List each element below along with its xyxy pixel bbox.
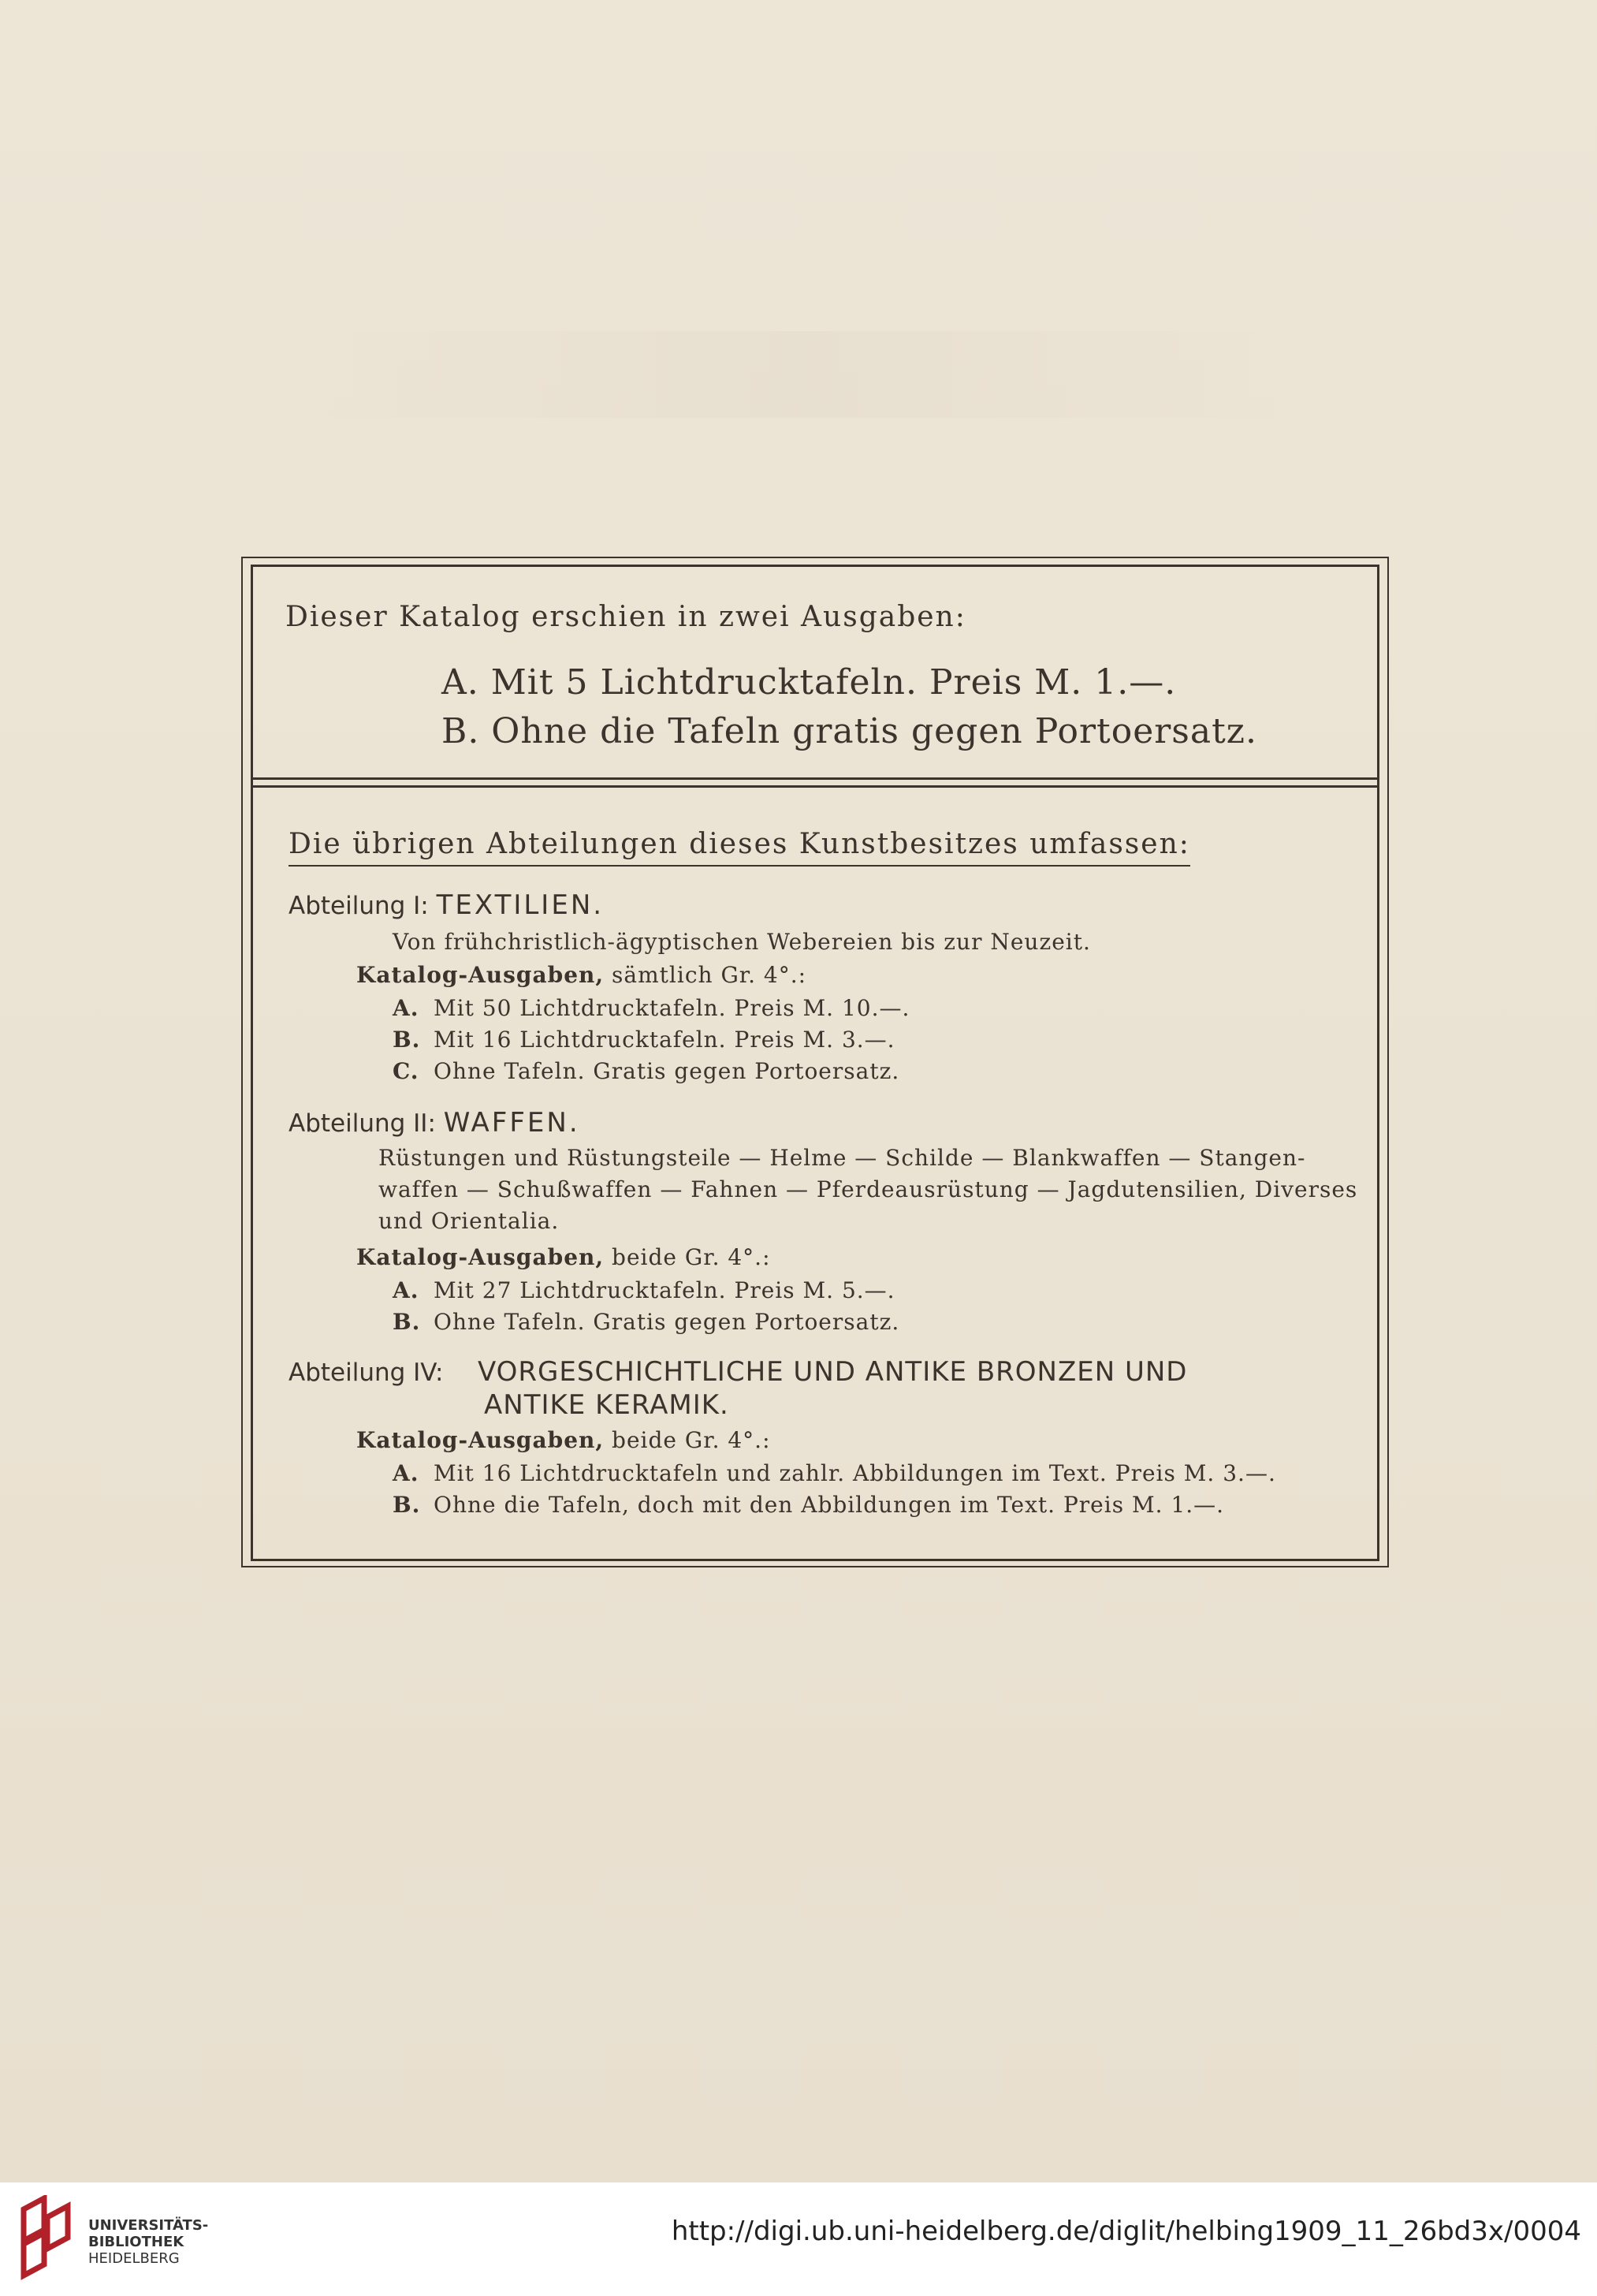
abteilung-2-description-line: und Orientalia. [378, 1208, 560, 1234]
catalog-editions-label: Katalog-Ausgaben, [356, 1427, 605, 1453]
document-url-link[interactable]: http://digi.ub.uni-heidelberg.de/diglit/helbing1909_11_26bd3x/0004 [671, 2216, 1581, 2247]
abteilung-1-catalog-line [356, 962, 806, 988]
catalog-editions-label: Katalog-Ausgaben, [356, 1244, 605, 1270]
catalog-format: beide Gr. 4°.: [612, 1427, 771, 1453]
abteilung-4-label: Abteilung IV: [289, 1359, 444, 1387]
abteilung-2-label: Abteilung II: [289, 1109, 436, 1138]
list-item: B. Mit 16 Lichtdrucktafeln. Preis M. 3.—. [393, 1027, 895, 1053]
abteilung-2-title: WAFFEN. [443, 1107, 580, 1139]
bleed-through-shadow [260, 331, 1348, 418]
abteilung-4-heading [289, 1356, 1187, 1388]
abteilung-1-label: Abteilung I: [289, 892, 429, 920]
departments-heading: Die übrigen Abteilungen dieses Kunstbesitzes umfassen: [289, 828, 1190, 867]
library-footer [0, 2182, 1597, 2296]
box-divider-bottom [251, 785, 1379, 788]
abteilung-2-catalog-line [356, 1244, 771, 1270]
editions-intro: Dieser Katalog erschien in zwei Ausgaben: [285, 601, 966, 633]
list-item: A. Mit 27 Lichtdrucktafeln. Preis M. 5.—. [393, 1277, 895, 1303]
box-divider-top [251, 777, 1379, 780]
abteilung-4-title-line2: ANTIKE KERAMIK. [484, 1389, 729, 1421]
list-item: B. Ohne die Tafeln, doch mit den Abbildungen im Text. Preis M. 1.—. [393, 1492, 1225, 1518]
list-item: C. Ohne Tafeln. Gratis gegen Portoersatz. [393, 1058, 900, 1084]
abteilung-1-description: Von frühchristlich-ägyptischen Webereien bis zur Neuzeit. [393, 929, 1091, 955]
list-item: B. Ohne Tafeln. Gratis gegen Portoersatz. [393, 1309, 900, 1335]
edition-a: A. Mit 5 Lichtdrucktafeln. Preis M. 1.—. [441, 662, 1177, 703]
catalog-format: beide Gr. 4°.: [612, 1244, 771, 1270]
edition-b: B. Ohne die Tafeln gratis gegen Portoersatz. [441, 711, 1257, 751]
catalog-format: sämtlich Gr. 4°.: [612, 962, 807, 988]
abteilung-2-heading [289, 1107, 580, 1139]
library-logo-icon [16, 2195, 76, 2280]
list-item: A. Mit 16 Lichtdrucktafeln und zahlr. Abbildungen im Text. Preis M. 3.—. [393, 1460, 1276, 1486]
abteilung-1-title: TEXTILIEN. [436, 889, 605, 921]
abteilung-1-heading [289, 889, 604, 921]
abteilung-2-description-line: Rüstungen und Rüstungsteile — Helme — Schilde — Blankwaffen — Stangen- [378, 1145, 1306, 1171]
abteilung-4-title-line1: VORGESCHICHTLICHE UND ANTIKE BRONZEN UND [478, 1356, 1188, 1388]
catalog-editions-label: Katalog-Ausgaben, [356, 962, 605, 988]
abteilung-4-catalog-line [356, 1427, 771, 1453]
list-item: A. Mit 50 Lichtdrucktafeln. Preis M. 10.—. [393, 995, 910, 1021]
library-name: UNIVERSITÄTS- BIBLIOTHEK HEIDELBERG [88, 2217, 209, 2267]
abteilung-2-description-line: waffen — Schußwaffen — Fahnen — Pferdeausrüstung — Jagdutensilien, Diverses [378, 1176, 1358, 1202]
